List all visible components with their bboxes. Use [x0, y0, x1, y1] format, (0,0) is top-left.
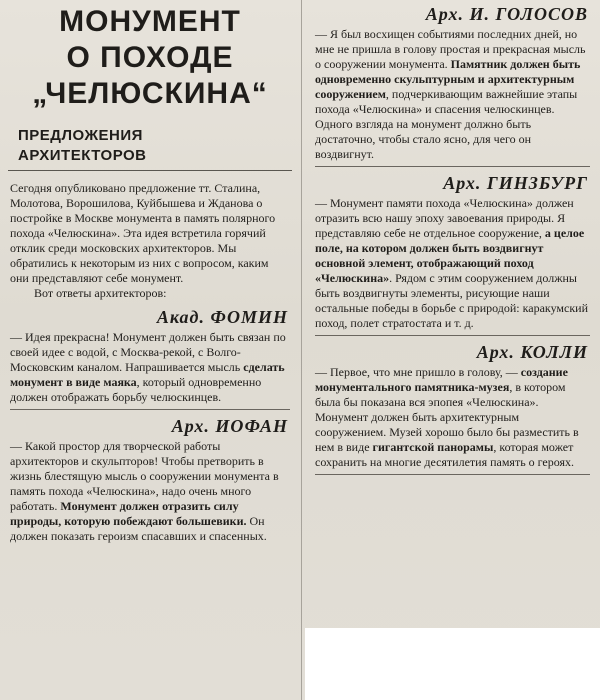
left-column	[0, 0, 300, 544]
iofan-text-a: — Какой простор для творческой работы архитекторов и скульпторов! Чтобы претворить в жизнь блестящую мысль о сооружении монумента в память похода «Челюскина», надо очень много работать.	[10, 439, 279, 513]
headline-line-2: О ПОХОДЕ	[66, 41, 234, 74]
separator-4	[315, 474, 590, 475]
byline-ginzburg: Арх. ГИНЗБУРГ	[443, 173, 588, 193]
subheading	[0, 126, 300, 166]
byline-golosov: Арх. И. ГОЛОСОВ	[425, 4, 588, 24]
subheading-line-2: АРХИТЕКТОРОВ	[18, 147, 147, 164]
fomin-emph: сделать монумент в виде маяка	[10, 360, 285, 389]
byline-iofan: Арх. ИОФАН	[171, 416, 288, 436]
kolli-text	[305, 365, 600, 470]
iofan-text	[0, 439, 300, 544]
intro-replies-line: Вот ответы архитекторов:	[34, 286, 167, 300]
ginzburg-text-a: — Монумент памяти похода «Челюскина» должен отразить всю нашу эпоху завоевания природы. Я представляю себе не отдельное сооружение,	[315, 196, 574, 240]
separator-1	[10, 409, 290, 410]
intro	[0, 175, 300, 301]
headline-line-1: МОНУМЕНТ	[59, 5, 241, 38]
fomin-text	[0, 330, 300, 405]
subheading-line-1: ПРЕДЛОЖЕНИЯ	[18, 127, 143, 144]
kolli-emph-1: создание монументального памятника-музея	[315, 365, 568, 394]
golosov-text-b: , подчеркивающим важнейшие этапы похода «Челюскина» и спасения челюскинцев. Одного взгляда на монумент должно быть достаточно, чтобы стало ясно, для чего он воздвигнут.	[315, 87, 578, 161]
kolli-text-c: , которая может сохранить на многие десятилетия память о героях.	[315, 440, 575, 469]
ginzburg-text	[305, 196, 600, 331]
kolli-emph-2: гигантской панорамы	[372, 440, 494, 454]
right-column	[305, 0, 600, 479]
byline-fomin: Акад. ФОМИН	[156, 307, 288, 327]
subheading-rule	[8, 170, 292, 171]
golosov-text-a: — Я был восхищен событиями последних дней, но мне не пришла в голову простая и прекрасная мысль о сооружении монумента.	[315, 27, 586, 71]
column-divider	[301, 0, 302, 700]
blank-area	[305, 628, 600, 700]
iofan-text-b: Он должен показать героизм спасавших и спасенных.	[10, 514, 267, 543]
separator-3	[315, 335, 590, 336]
intro-paragraph: Сегодня опубликовано предложение тт. Сталина, Молотова, Ворошилова, Куйбышева и Жданова о постройке в Москве монумента в память полярного похода «Челюскина». Эта идея встретила горячий отклик среди московских архитекторов. Мы обратились к некоторым из них с вопросом, каким они представляют себе монумент.	[10, 181, 276, 285]
byline-kolli: Арх. КОЛЛИ	[476, 342, 588, 362]
kolli-text-a: — Первое, что мне пришло в голову, —	[315, 365, 521, 379]
ginzburg-emph: а целое поле, на котором должен быть воздвигнут основной элемент, отображающий поход «Челюскина»	[315, 226, 585, 285]
fomin-text-a: — Идея прекрасна! Монумент должен быть связан по своей идее с водой, с Москва-рекой, с Волго-Московским каналом. Напрашивается мысль	[10, 330, 286, 374]
separator-2	[315, 166, 590, 167]
kolli-text-b: , в котором была бы показана вся эпопея «Челюскина». Монумент должен быть архитектурным сооружением. Музей хорошо было бы разместить в нем в виде	[315, 380, 579, 454]
headline-line-3: „ЧЕЛЮСКИНА“	[32, 77, 268, 110]
golosov-text	[305, 27, 600, 162]
iofan-emph: Монумент должен отразить силу природы, которую побеждают большевики.	[10, 499, 247, 528]
headline	[0, 4, 300, 112]
fomin-text-b: , который одновременно должен отображать борьбу челюскинцев.	[10, 375, 262, 404]
ginzburg-text-b: . Рядом с этим сооружением должны быть воздвигнуты элементы, рисующие наши остальные победы в борьбе с природой: каракумский поход, полет стратостата и т. д.	[315, 271, 589, 330]
golosov-emph: Памятник должен быть одновременно скульптурным и архитектурным сооружением	[315, 57, 581, 101]
